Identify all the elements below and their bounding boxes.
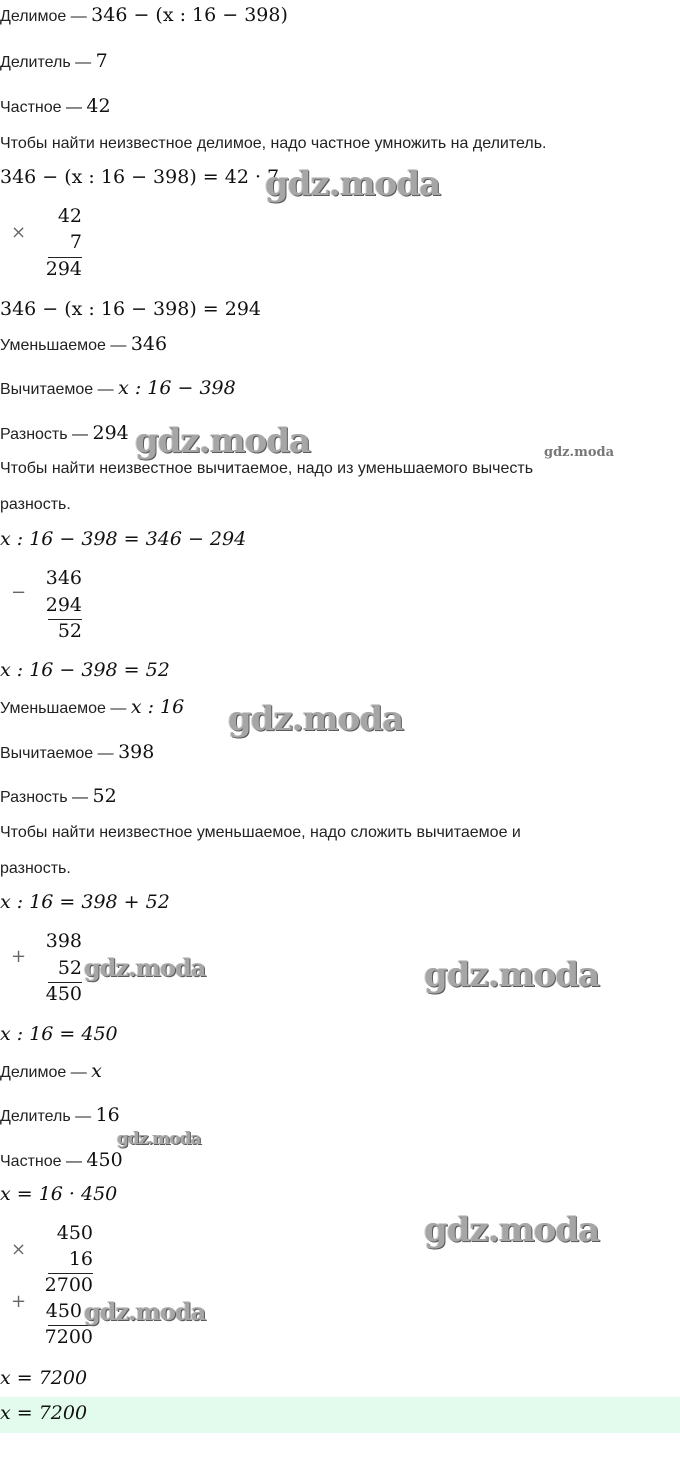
equation: x : 16 = 398 + 52: [0, 891, 170, 913]
equation: 346 − (x : 16 − 398) = 42 · 7: [0, 166, 280, 188]
answer-highlight: [0, 1397, 680, 1433]
operand: 398: [45, 930, 82, 952]
watermark: gdz.moda: [228, 699, 404, 739]
expression: 398: [118, 741, 155, 763]
label: Делимое —: [0, 8, 92, 25]
partial-product: 450: [45, 1300, 82, 1322]
rule-text: разность.: [0, 860, 71, 877]
expression: x : 16: [130, 696, 185, 718]
line-quotient: [0, 1151, 123, 1170]
label: Вычитаемое —: [0, 381, 119, 398]
rule-text: Чтобы найти неизвестное уменьшаемое, надо сложить вычитаемое и: [0, 824, 521, 841]
line-divisor: [0, 1106, 120, 1125]
result: 450: [45, 983, 82, 1005]
watermark: gdz.moda: [424, 1210, 600, 1250]
expression: 52: [92, 785, 117, 807]
equation: 346 − (x : 16 − 398) = 294: [0, 298, 261, 320]
label: Уменьшаемое —: [0, 700, 131, 717]
rule-text: разность.: [0, 496, 71, 513]
watermark: gdz.moda: [544, 445, 615, 460]
result: 52: [57, 620, 82, 642]
label: Уменьшаемое —: [0, 337, 131, 354]
rule-text: Чтобы найти неизвестное вычитаемое, надо из уменьшаемого вычесть: [0, 460, 534, 477]
line-difference: [0, 787, 117, 806]
plus-sign: +: [11, 1291, 27, 1312]
label: Разность —: [0, 789, 93, 806]
watermark: gdz.moda: [117, 1129, 201, 1149]
result: 7200: [44, 1326, 93, 1348]
operand: 450: [56, 1222, 93, 1244]
operand: 52: [57, 957, 82, 979]
operand: 294: [45, 594, 82, 616]
equation: x : 16 − 398 = 346 − 294: [0, 528, 247, 550]
expression: x : 16 − 398: [118, 377, 236, 399]
label: Вычитаемое —: [0, 745, 119, 762]
watermark: gdz.moda: [84, 1297, 206, 1326]
label: Делимое —: [0, 1064, 92, 1081]
watermark: gdz.moda: [265, 164, 441, 204]
multiply-sign: ×: [11, 222, 27, 243]
label: Частное —: [0, 99, 87, 116]
expression: 7: [95, 50, 108, 72]
line-dividend: [0, 6, 288, 25]
label: Делитель —: [0, 1108, 96, 1125]
line-divisor: [0, 52, 108, 71]
plus-sign: +: [11, 946, 27, 967]
operand: 346: [45, 567, 82, 589]
label: Делитель —: [0, 54, 96, 71]
equation: x = 7200: [0, 1367, 88, 1389]
equation: x : 16 = 450: [0, 1023, 118, 1045]
expression: 16: [95, 1104, 120, 1126]
minus-sign: −: [11, 582, 27, 603]
line-quotient: [0, 97, 111, 116]
result: 294: [45, 258, 82, 280]
answer-text: x = 7200: [0, 1402, 88, 1424]
expression: 346: [130, 333, 168, 355]
expression: 42: [86, 95, 111, 117]
watermark: gdz.moda: [135, 421, 311, 461]
expression: 294: [92, 422, 129, 444]
rule-text: Чтобы найти неизвестное делимое, надо частное умножить на делитель.: [0, 135, 547, 152]
label: Частное —: [0, 1153, 87, 1170]
line-subtrahend: [0, 379, 236, 398]
line-minuend: [0, 698, 184, 717]
expression: 346 − (x : 16 − 398): [91, 4, 288, 26]
equation: x = 16 · 450: [0, 1183, 118, 1205]
label: Разность —: [0, 426, 93, 443]
line-subtrahend: [0, 743, 154, 762]
watermark: gdz.moda: [424, 955, 600, 995]
operand: 16: [68, 1248, 93, 1270]
partial-product: 2700: [44, 1274, 93, 1296]
equation: x : 16 − 398 = 52: [0, 659, 170, 681]
line-difference: [0, 424, 129, 443]
operand: 42: [57, 205, 82, 227]
expression: 450: [86, 1149, 123, 1171]
expression: x: [91, 1060, 102, 1082]
line-minuend: [0, 335, 167, 354]
watermark: gdz.moda: [84, 953, 206, 982]
operand: 7: [69, 231, 82, 253]
multiply-sign: ×: [11, 1239, 27, 1260]
line-dividend: [0, 1062, 102, 1081]
